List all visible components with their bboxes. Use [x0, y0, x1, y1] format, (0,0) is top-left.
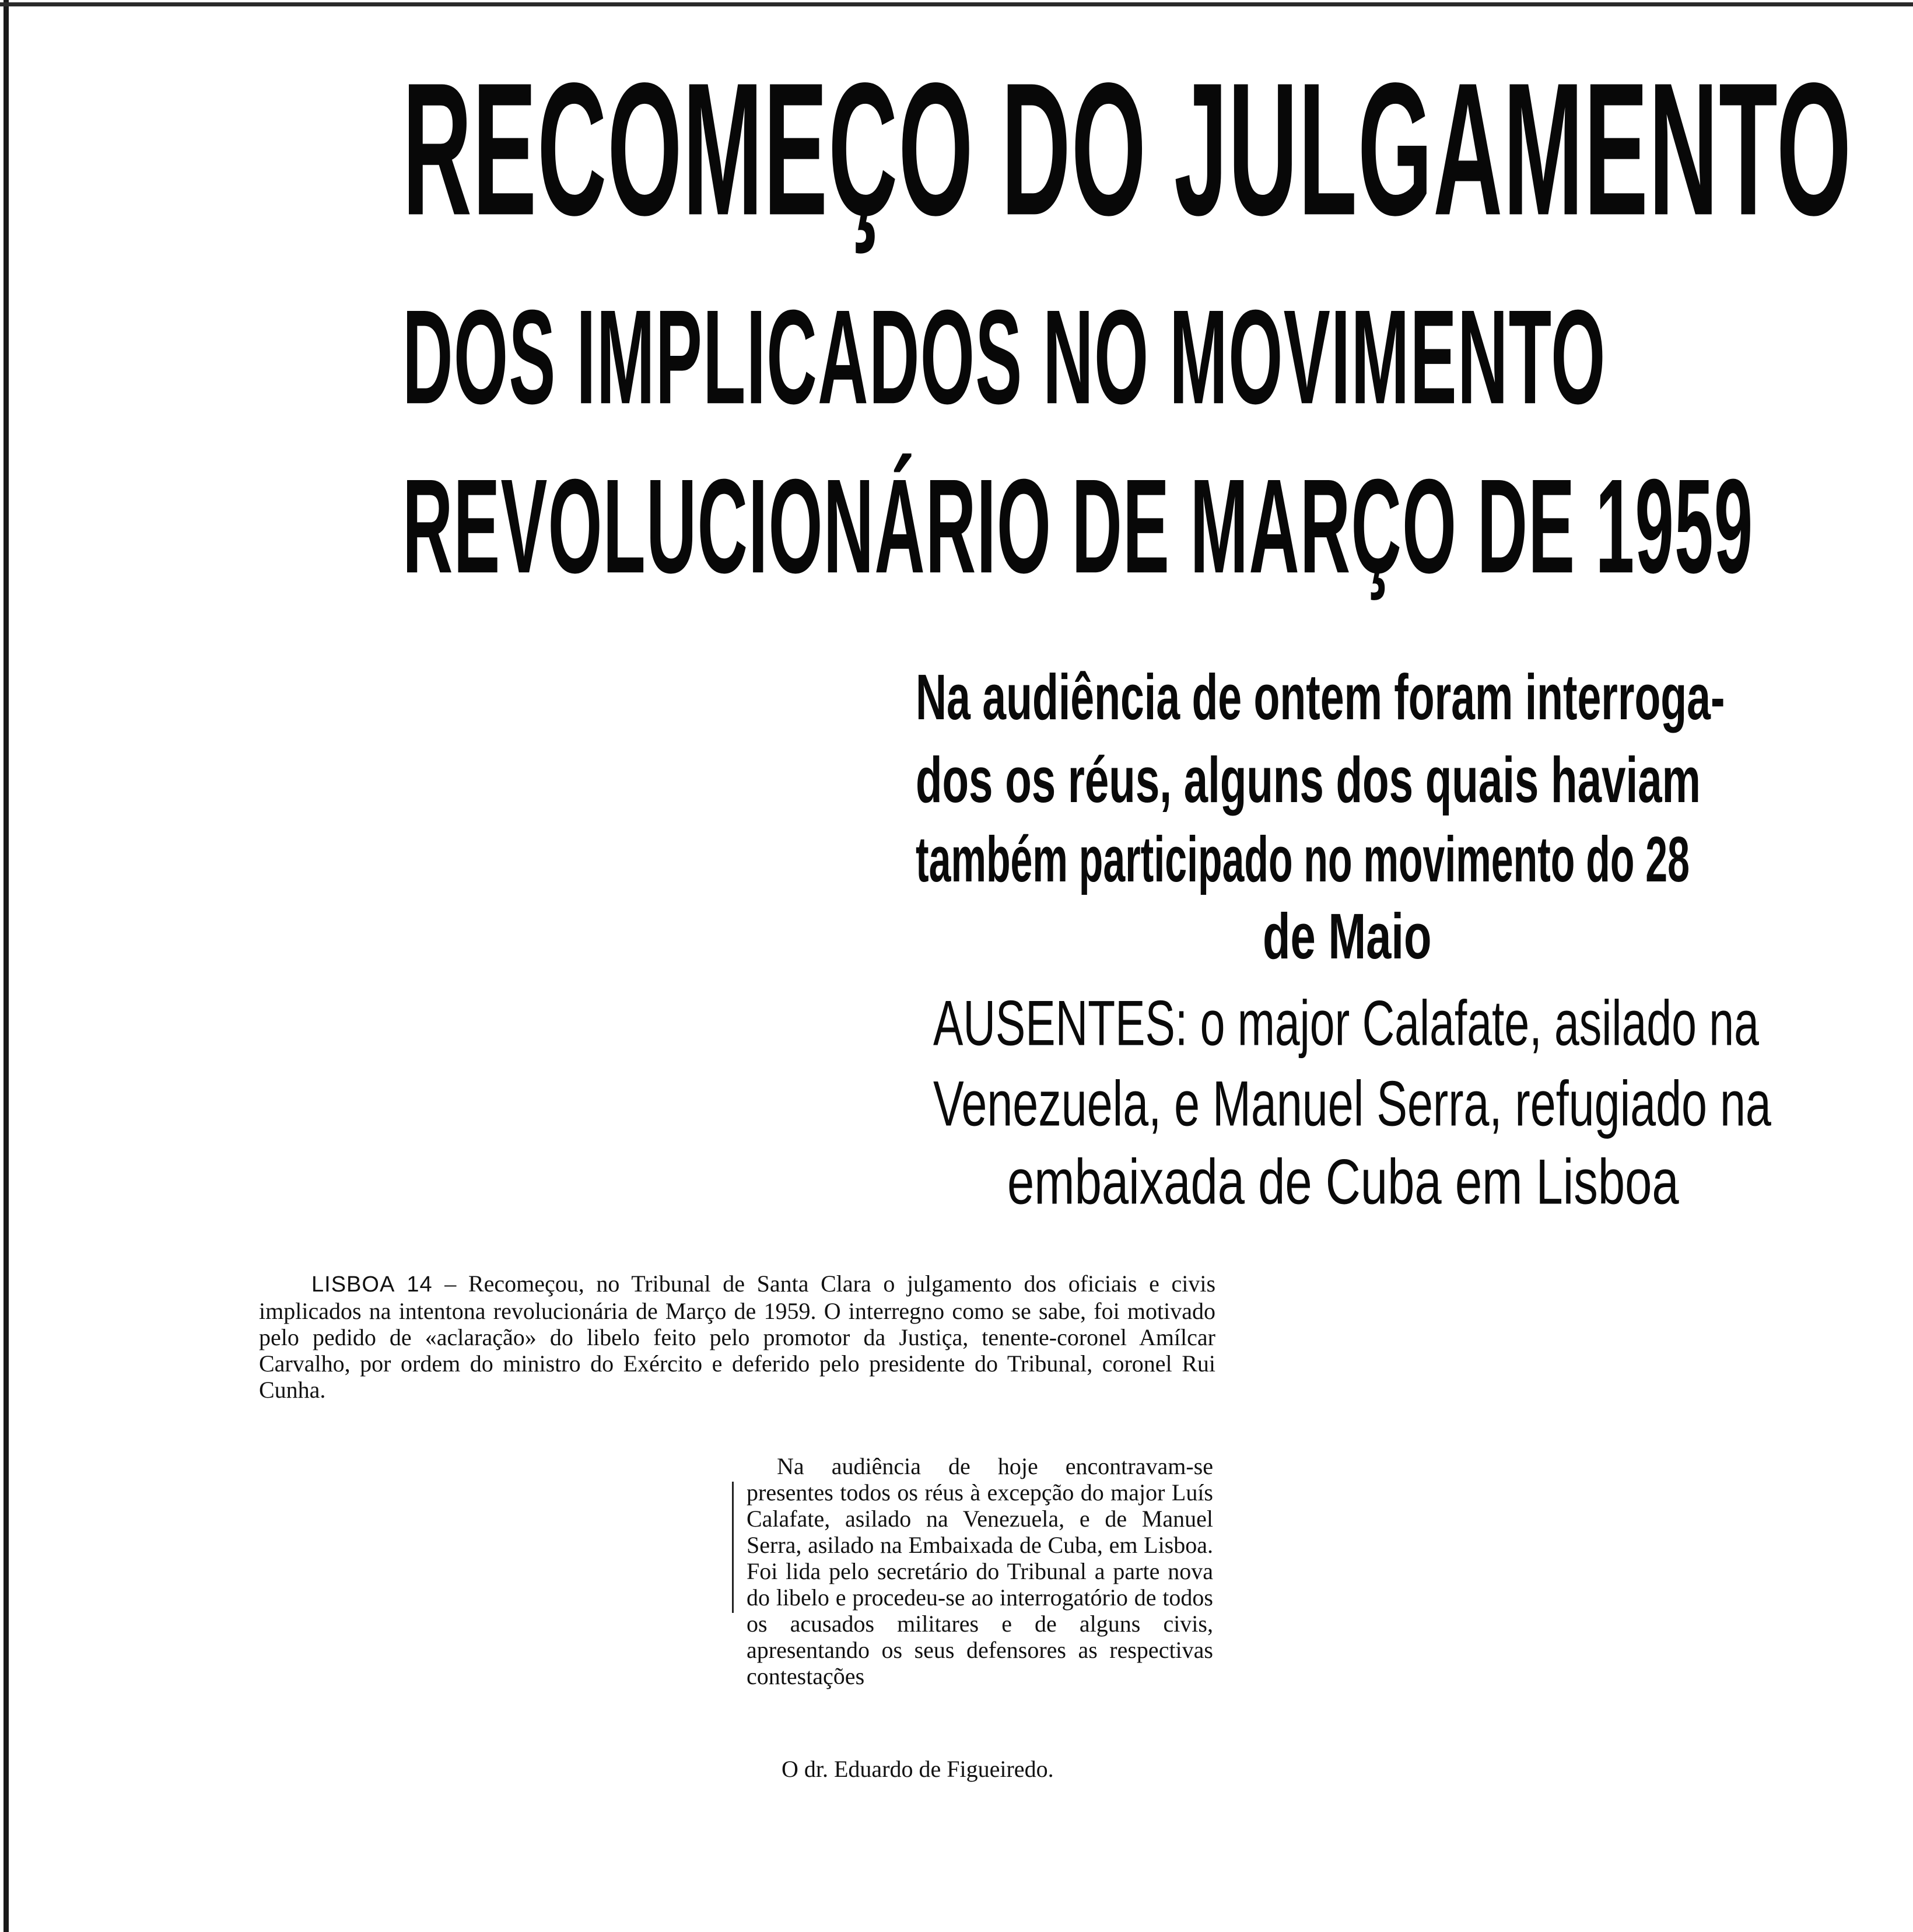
subheadline-line-4: de Maio — [1263, 900, 1432, 972]
deck-line-3: embaixada de Cuba em Lisboa — [1007, 1146, 1679, 1218]
headline-line-1: RECOMEÇO DO JULGAMENTO — [402, 44, 1852, 256]
headline-line-3: REVOLUCIONÁRIO DE MARÇO DE 1959 — [402, 452, 1754, 601]
top-border-rule — [0, 2, 1913, 6]
headline-line-2: DOS IMPLICADOS NO MOVIMENTO — [402, 282, 1606, 432]
column-rule — [732, 1482, 734, 1613]
left-border-rule — [3, 0, 9, 1932]
deck-line-1 — [933, 988, 1759, 1059]
article-paragraph-1 — [259, 1270, 1215, 1403]
article-dateline: LISBOA 14 — [311, 1272, 433, 1297]
article-paragraph-1-text: – Recomeçou, no Tribunal de Santa Clara o julgamento dos oficiais e civis implicados na intentona revolucionária de Março de 1959. O interregno como se sabe, foi motivado pelo pedido de «aclaração» do libelo feito pelo promotor da Justiça, tenente-coronel Amílcar Carvalho, por ordem do ministro do Exército e deferido pelo presidente do Tribunal, coronel Rui Cunha. — [259, 1270, 1216, 1403]
subheadline-line-1: Na audiência de ontem foram interroga- — [916, 660, 1725, 733]
article-paragraph-2: Na audiência de hoje encontravam-se presentes todos os réus à excepção do major Luís Calafate, asilado na Venezuela, e de Manuel Serra, asilado na Embaixada de Cuba, em Lisboa. Foi lida pelo secretário do Tribunal a parte nova do libelo e procedeu-se ao interrogatório de todos os acusados militares e de alguns civis, apresentando os seus defensores as respectivas contestações — [747, 1453, 1213, 1689]
article-paragraph-3: O dr. Eduardo de Figueiredo. — [782, 1756, 1054, 1782]
deck-line-1-rest: o major Calafate, asilado na — [1187, 988, 1759, 1059]
subheadline-line-2: dos os réus, alguns dos quais haviam — [916, 743, 1701, 816]
deck-key: AUSENTES: — [933, 988, 1188, 1059]
subheadline-line-3: também participado no movimento do 28 — [916, 822, 1690, 895]
deck-line-2: Venezuela, e Manuel Serra, refugiado na — [933, 1068, 1771, 1140]
